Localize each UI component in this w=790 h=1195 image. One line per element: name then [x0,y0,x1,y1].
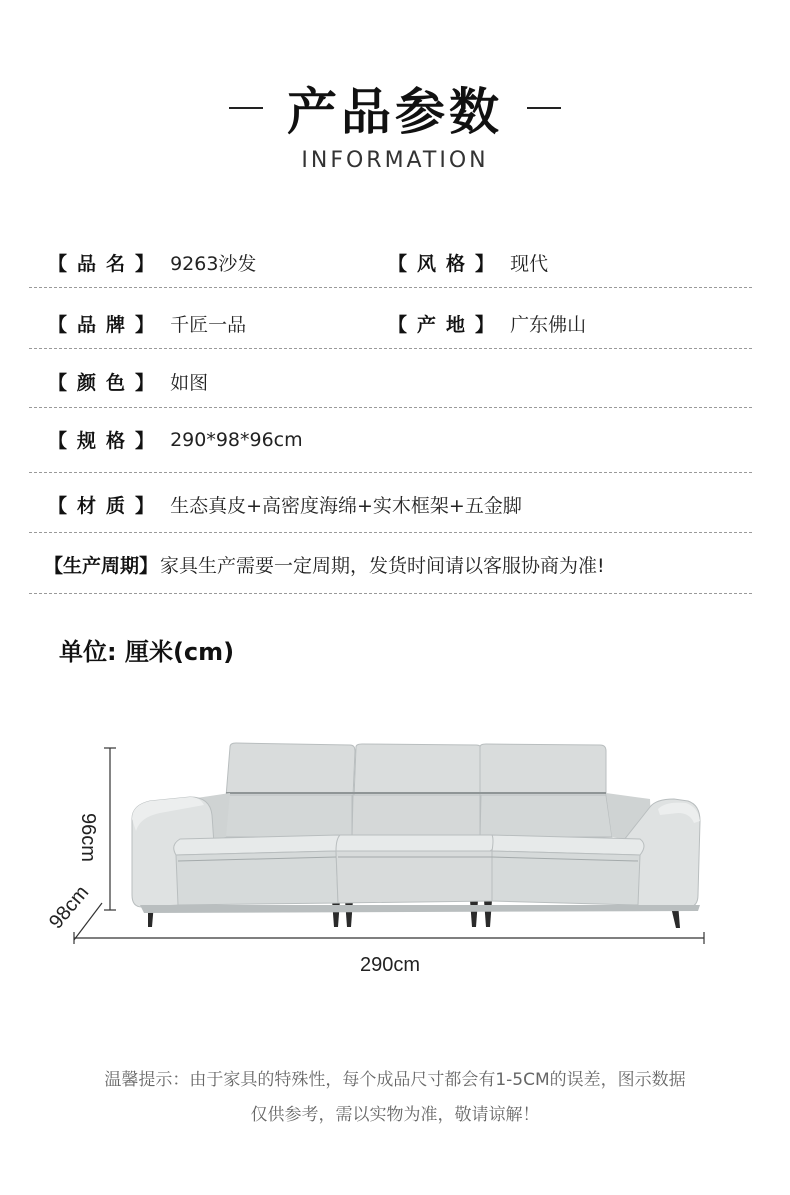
height-label: 96cm [77,813,99,862]
spec-color [48,368,208,395]
divider [29,287,752,288]
spec-origin-label: 【 产 地 】 [388,314,495,336]
spec-name [48,249,256,276]
title-right-rule [527,107,561,109]
spec-origin-value: 广东佛山 [510,314,587,336]
spec-size-label: 【 规 格 】 [48,430,155,452]
spec-material [48,491,522,518]
divider [29,348,752,349]
spec-brand-value: 千匠一品 [170,314,247,336]
depth-label: 98cm [44,881,94,934]
page-subtitle: INFORMATION [301,148,489,173]
unit-label: 单位: 厘米(cm) [59,638,235,666]
title-row [0,72,790,144]
spec-name-label: 【 品 名 】 [48,253,155,275]
sofa-svg [40,735,730,985]
spec-material-value: 生态真皮+高密度海绵+实木框架+五金脚 [170,495,522,517]
title-left-rule [229,107,263,109]
divider [29,532,752,533]
page-title: 产品参数 [287,83,503,141]
spec-style [388,249,548,276]
spec-production-value: 家具生产需要一定周期，发货时间请以客服协商为准! [160,555,605,577]
spec-material-label: 【 材 质 】 [48,495,155,517]
spec-production [44,551,605,578]
divider [29,407,752,408]
spec-size [48,426,303,453]
spec-production-label: 【生产周期】 [44,555,159,577]
spec-color-label: 【 颜 色 】 [48,372,155,394]
spec-size-value: 290*98*96cm [170,428,303,451]
depth-dimension [45,882,102,940]
spec-origin [388,310,586,337]
spec-style-label: 【 风 格 】 [388,253,495,275]
divider [29,472,752,473]
tip-line-1: 温馨提示：由于家具的特殊性，每个成品尺寸都会有1-5CM的误差，图示数据 [104,1070,686,1090]
spec-color-value: 如图 [170,372,209,394]
height-dimension [77,748,116,910]
spec-brand-label: 【 品 牌 】 [48,314,155,336]
width-label: 290cm [360,954,421,976]
width-dimension [74,932,704,976]
divider [29,593,752,594]
tip-line-2: 仅供参考，需以实物为准，敬请谅解！ [250,1105,540,1125]
sofa [132,743,700,928]
spec-brand [48,310,246,337]
spec-style-value: 现代 [510,253,549,275]
spec-name-value: 9263沙发 [170,253,257,275]
sofa-diagram [40,735,730,985]
header [0,72,790,173]
